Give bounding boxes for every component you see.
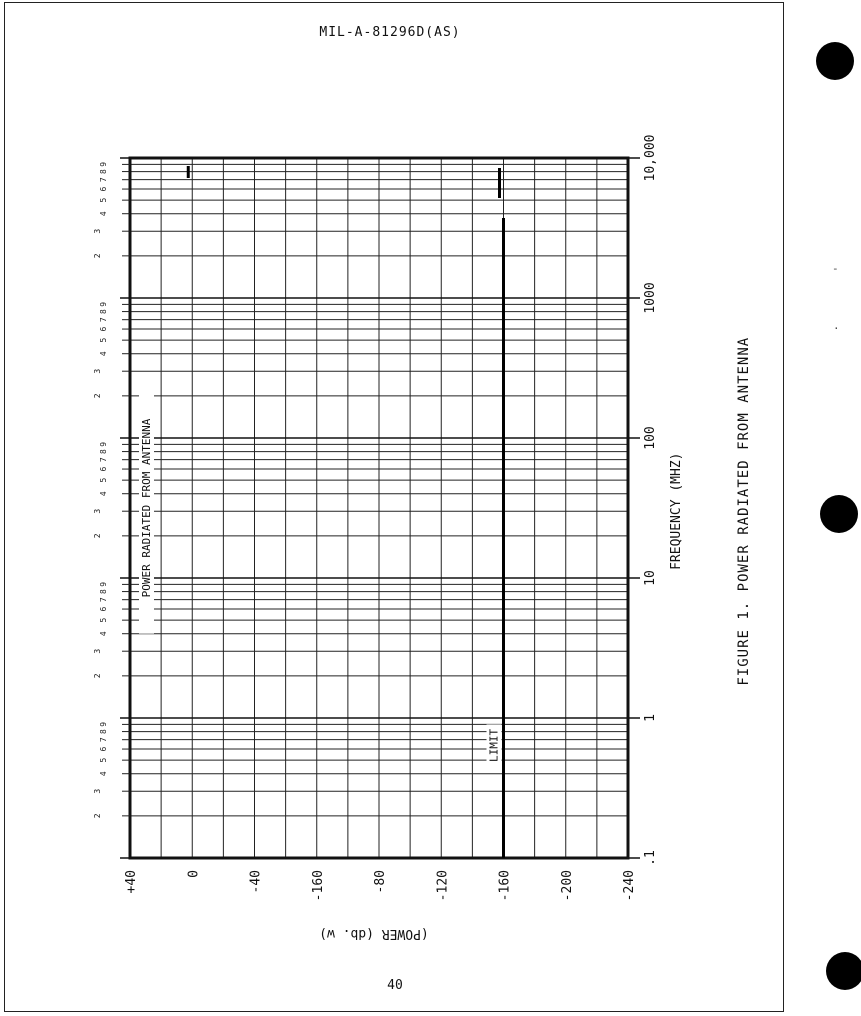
x-tick-label: -240	[622, 870, 637, 902]
minor-tick-label: 4	[99, 211, 108, 217]
minor-tick-label: 5	[99, 337, 108, 343]
minor-tick-label: 4	[99, 631, 108, 637]
minor-tick-label: 7	[99, 177, 108, 183]
x-tick-label: -120	[435, 870, 451, 902]
x-tick-label: -40	[248, 870, 264, 894]
minor-tick-label: 6	[99, 186, 108, 192]
minor-tick-label: 7	[99, 737, 108, 743]
stray-mark: -	[832, 262, 839, 275]
inner-chart-title: POWER RADIATED FROM ANTENNA	[140, 418, 153, 598]
minor-tick-label: 9	[99, 441, 108, 447]
minor-tick-label: 5	[99, 757, 108, 763]
minor-tick-label: 3	[93, 228, 102, 234]
punch-hole-middle	[820, 495, 858, 533]
chart-grid	[120, 158, 640, 858]
y-major-tick-label: 10	[643, 570, 658, 586]
minor-tick-label: 5	[99, 197, 108, 203]
punch-hole-top	[816, 42, 854, 80]
minor-tick-label: 6	[99, 746, 108, 752]
stray-mark: ·	[833, 322, 840, 335]
figure-caption: FIGURE 1. POWER RADIATED FROM ANTENNA	[736, 336, 752, 686]
minor-tick-label: 3	[93, 508, 102, 514]
minor-tick-label: 3	[93, 788, 102, 794]
chart-ticks	[93, 162, 130, 818]
minor-tick-label: 5	[99, 617, 108, 623]
y-major-tick-label: .1	[643, 850, 658, 866]
minor-tick-label: 2	[93, 393, 102, 399]
minor-tick-label: 9	[99, 721, 108, 727]
punch-hole-bottom	[826, 952, 861, 990]
minor-tick-label: 2	[93, 673, 102, 679]
minor-tick-label: 6	[99, 466, 108, 472]
minor-tick-label: 9	[99, 301, 108, 307]
minor-tick-label: 3	[93, 648, 102, 654]
x-tick-label: -200	[559, 870, 575, 902]
minor-tick-label: 7	[99, 597, 108, 603]
x-axis-label: (POWER (db. w)	[319, 926, 429, 941]
minor-tick-label: 8	[99, 449, 108, 454]
minor-tick-label: 2	[93, 533, 102, 539]
minor-tick-label: 8	[99, 589, 108, 594]
minor-tick-label: 7	[99, 457, 108, 463]
chart-series	[188, 166, 503, 858]
page-number: 40	[387, 978, 403, 993]
minor-tick-label: 6	[99, 606, 108, 612]
x-tick-label: -80	[373, 870, 388, 894]
minor-tick-label: 4	[99, 491, 108, 497]
minor-tick-label: 8	[99, 729, 108, 734]
minor-tick-label: 3	[93, 368, 102, 374]
minor-tick-label: 7	[99, 317, 108, 323]
y-major-tick-label: 100	[643, 426, 658, 450]
minor-tick-label: 9	[99, 581, 108, 587]
minor-tick-label: 5	[99, 477, 108, 483]
y-major-tick-label: 1000	[643, 282, 658, 314]
y-major-tick-label: 1	[643, 714, 658, 722]
limit-label: LIMIT	[487, 728, 501, 763]
x-tick-label: 0	[186, 870, 202, 878]
x-tick-label: -160	[497, 870, 513, 902]
minor-tick-label: 8	[99, 309, 108, 314]
document-header: MIL-A-81296D(AS)	[319, 25, 461, 40]
minor-tick-label: 2	[93, 813, 102, 819]
y-axis-label: FREQUENCY (MHZ)	[669, 452, 684, 570]
minor-tick-label: 4	[99, 771, 108, 777]
x-tick-label: -160	[310, 870, 326, 902]
minor-tick-label: 4	[99, 351, 108, 357]
minor-tick-label: 9	[99, 161, 108, 167]
y-major-tick-label: 10,000	[643, 134, 658, 182]
minor-tick-label: 2	[93, 253, 102, 259]
x-tick-label: +40	[124, 870, 139, 894]
minor-tick-label: 6	[99, 326, 108, 332]
minor-tick-label: 8	[99, 169, 108, 174]
